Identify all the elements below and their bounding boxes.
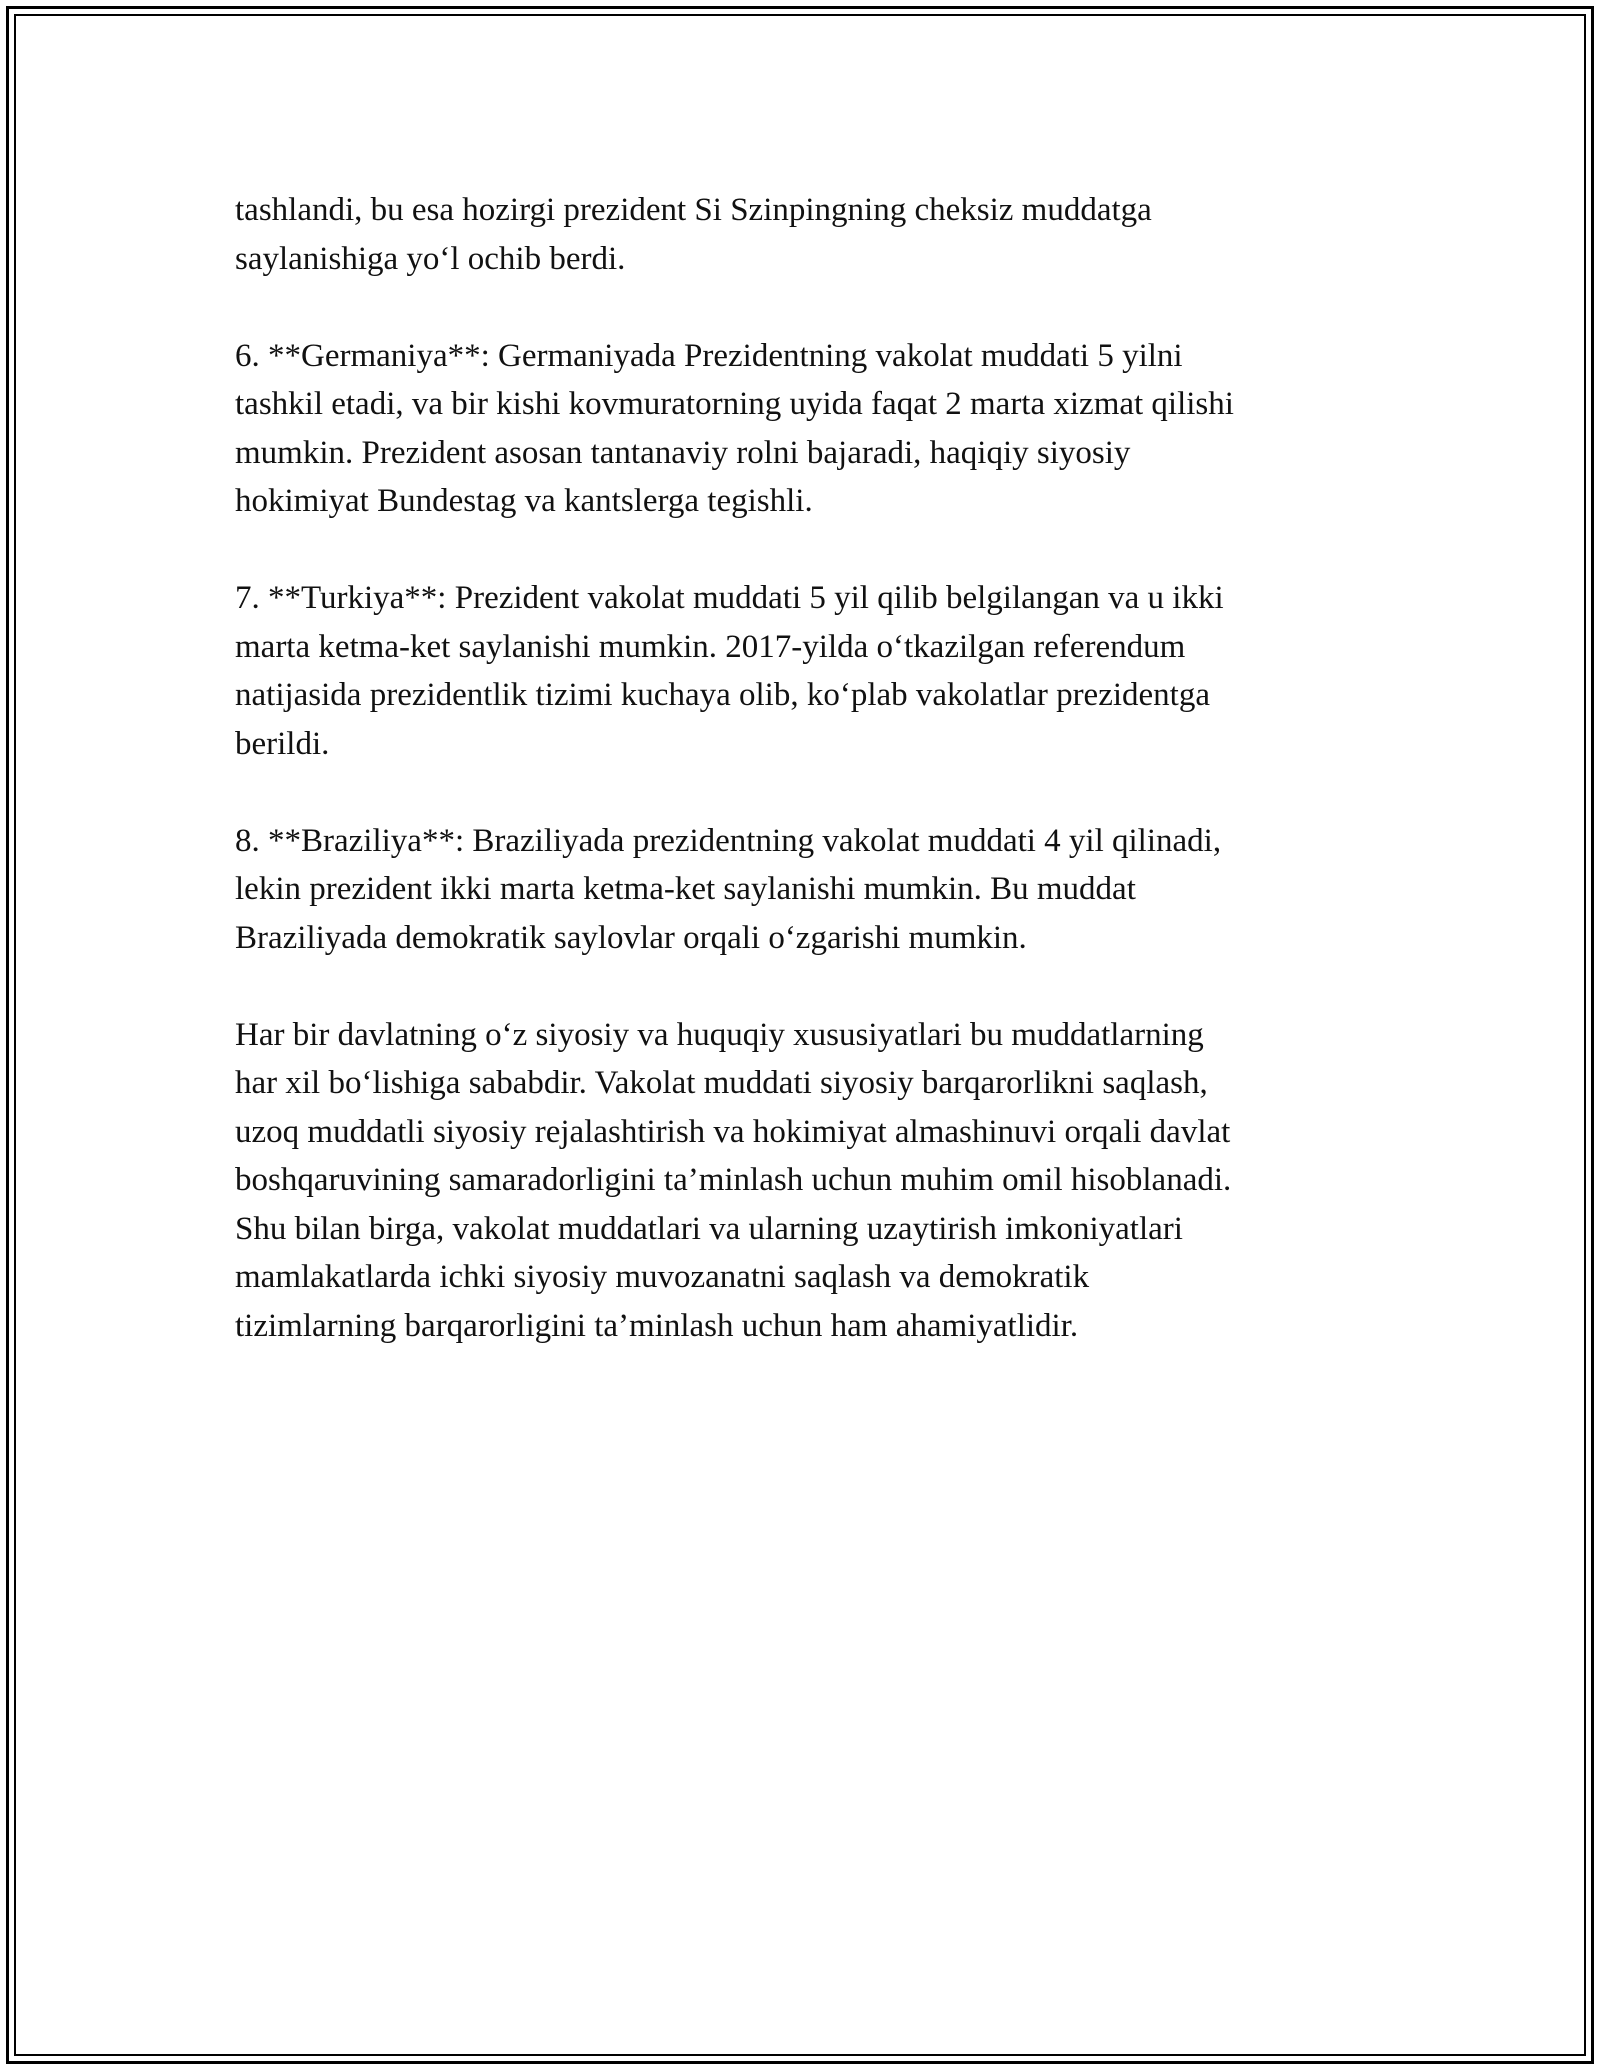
list-item-turkiya: 7. **Turkiya**: Prezident vakolat muddati 5 yil qilib belgilangan va u ikki marta ketma-ket saylanishi mumkin. 2017-yilda o‘tkazilgan referendum natijasida prezidentlik tizimi kuchaya olib, ko‘plab vakolatlar prezidentga berildi. xyxy=(235,580,1224,762)
paragraph-intro-continuation: tashlandi, bu esa hozirgi prezident Si Szinpingning cheksiz muddatga saylanishiga yo‘l ochib berdi. xyxy=(235,192,1152,277)
document-body xyxy=(235,186,1375,1350)
list-item-braziliya: 8. **Braziliya**: Braziliyada prezidentning vakolat muddati 4 yil qilinadi, lekin prezident ikki marta ketma-ket saylanishi mumkin. Bu muddat Braziliyada demokratik saylovlar orqali o‘zgarishi mumkin. xyxy=(235,822,1222,956)
list-item-germaniya: 6. **Germaniya**: Germaniyada Prezidentning vakolat muddati 5 yilni tashkil etadi, va bir kishi kovmuratorning uyida faqat 2 marta xizmat qilishi mumkin. Prezident asosan tantanaviy rolni bajaradi, haqiqiy siyosiy hokimiyat Bundestag va kantslerga tegishli. xyxy=(235,337,1234,519)
paragraph-conclusion: Har bir davlatning o‘z siyosiy va huquqiy xususiyatlari bu muddatlarning har xil bo‘lishiga sababdir. Vakolat muddati siyosiy barqarorlikni saqlash, uzoq muddatli siyosiy rejalashtirish va hokimiyat almashinuvi orqali davlat boshqaruvining samaradorligini ta’minlash uchun muhim omil hisoblanadi. Shu bilan birga, vakolat muddatlari va ularning uzaytirish imkoniyatlari mamlakatlarda ichki siyosiy muvozanatni saqlash va demokratik tizimlarning barqarorligini ta’minlash uchun ham ahamiyatlidir. xyxy=(235,1016,1232,1344)
